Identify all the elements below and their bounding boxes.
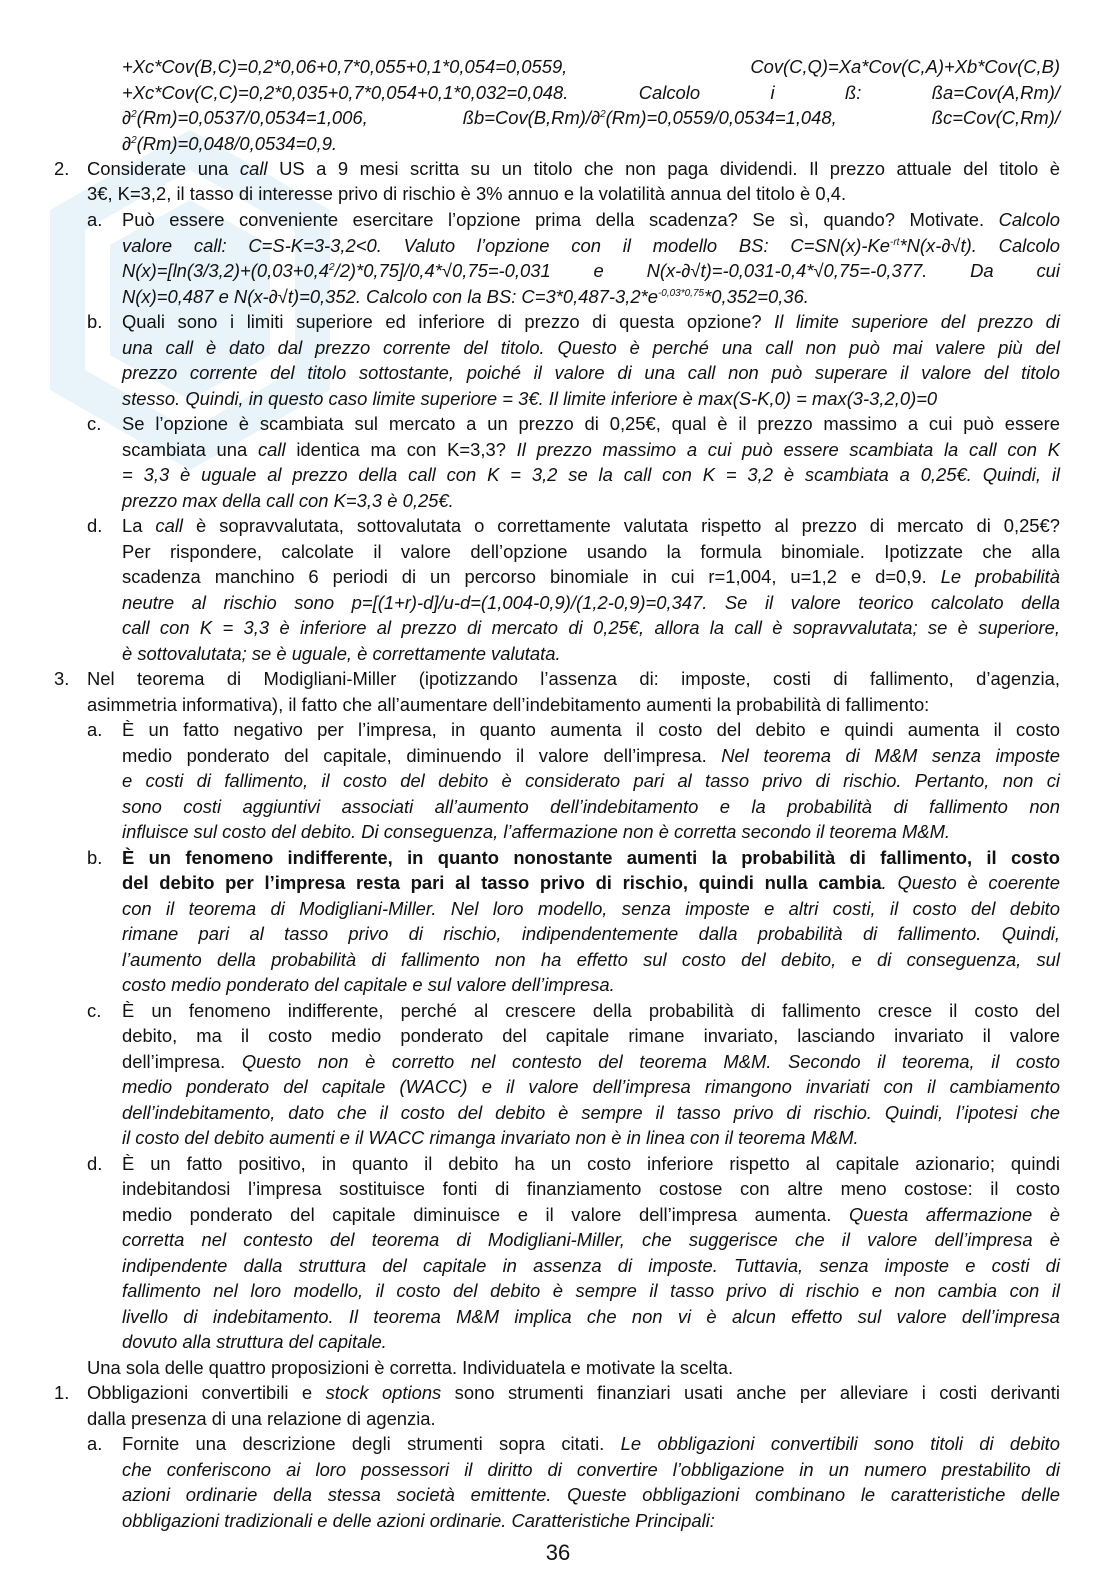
q3a-line-4: sono costi aggiuntivi associati all’aumento dell’indebitamento e la probabilità di fallimento non <box>122 796 1060 817</box>
q4a-line-1: Fornite una descrizione degli strumenti sopra citati. Le obbligazioni convertibili sono titoli di debito <box>122 1433 1060 1454</box>
q3-number: 3. <box>54 668 70 689</box>
q3a-letter: a. <box>87 719 103 740</box>
q3a-line-3: e costi di fallimento, il costo del debito è considerato pari al tasso privo di rischio. Pertanto, non ci <box>122 770 1060 791</box>
q3c-line-4: medio ponderato del capitale (WACC) e il valore dell’impresa rimangono invariati con il cambiamento <box>122 1076 1060 1097</box>
q3d-line-2: indebitandosi l’impresa sostituisce fonti di finanziamento costose con altre meno costose: il costo <box>122 1178 1060 1199</box>
q3b-line-2: del debito per l’impresa resta pari al tasso privo di rischio, quindi nulla cambia. Questo è coerente <box>122 872 1060 893</box>
q3c-letter: c. <box>87 1000 102 1021</box>
q2-line-2: 3€, K=3,2, il tasso di interesse privo di rischio è 3% annuo e la volatilità annua del titolo è 0,4. <box>87 183 847 204</box>
q3d-line-8: dovuto alla struttura del capitale. <box>122 1331 387 1352</box>
q3-instruction: Una sola delle quattro proposizioni è corretta. Individuatela e motivate la scelta. <box>87 1357 734 1378</box>
q3c-line-5: dell’indebitamento, dato che il costo del debito è sempre il tasso privo di rischio. Quindi, l’ipotesi che <box>122 1102 1060 1123</box>
q3d-line-7: livello di indebitamento. Il teorema M&M implica che non vi è alcun effetto sul valore dell’impresa <box>122 1306 1060 1327</box>
q2d-line-1: La call è sopravvalutata, sottovalutata o correttamente valutata rispetto al prezzo di mercato di 0,25€? <box>122 515 1060 536</box>
q2b-line-1: Quali sono i limiti superiore ed inferiore di prezzo di questa opzione? Il limite superiore del prezzo di <box>122 311 1060 332</box>
q2c-letter: c. <box>87 413 102 434</box>
q3a-line-2: medio ponderato del capitale, diminuendo il valore dell’impresa. Nel teorema di M&M senza imposte <box>122 745 1060 766</box>
q2c-line-1: Se l’opzione è scambiata sul mercato a un prezzo di 0,25€, qual è il prezzo massimo a cui può essere <box>122 413 1060 434</box>
q3-line-2: asimmetria informativa), il fatto che all’aumentare dell’indebitamento aumenti la probabilità di fallimento: <box>87 694 930 715</box>
q4-line-2: dalla presenza di una relazione di agenzia. <box>87 1408 436 1429</box>
q3c-line-3: dell’impresa. Questo non è corretto nel contesto del teorema M&M. Secondo il teorema, il costo <box>122 1051 1060 1072</box>
q2d-line-4: neutre al rischio sono p=[(1+r)-d]/u-d=(1,004-0,9)/(1,2-0,9)=0,347. Se il valore teorico calcolato della <box>122 592 1060 613</box>
q1-tail-line-2: +Xc*Cov(C,C)=0,2*0,035+0,7*0,054+0,1*0,032=0,048. Calcolo i ß: ßa=Cov(A,Rm)/ <box>122 82 1060 103</box>
q3c-line-6: il costo del debito aumenti e il WACC rimanga invariato non è in linea con il teorema M&M. <box>122 1127 859 1148</box>
q3c-line-2: debito, ma il costo medio ponderato del capitale rimane invariato, lasciando invariato il valore <box>122 1025 1060 1046</box>
q4-line-1: Obbligazioni convertibili e stock options sono strumenti finanziari usati anche per alleviare i costi derivanti <box>87 1382 1061 1403</box>
q2b-letter: b. <box>87 311 103 332</box>
q3d-line-4: corretta nel contesto del teorema di Modigliani-Miller, che suggerisce che il valore dell’impresa è <box>122 1229 1060 1250</box>
q2b-line-4: stesso. Quindi, in questo caso limite superiore = 3€. Il limite inferiore è max(S-K,0) = max(3-3,2,0)=0 <box>122 388 938 409</box>
q2c-line-2: scambiata una call identica ma con K=3,3? Il prezzo massimo a cui può essere scambiata la call con K <box>122 439 1061 460</box>
q2d-line-5: call con K = 3,3 è inferiore al prezzo di mercato di 0,25€, allora la call è sopravvalutata; se è superiore, <box>122 617 1060 638</box>
q3d-line-3: medio ponderato del capitale diminuisce e il valore dell’impresa aumenta. Questa affermazione è <box>122 1204 1060 1225</box>
q3b-line-1: È un fenomeno indifferente, in quanto nonostante aumenti la probabilità di fallimento, il costo <box>122 847 1060 868</box>
q4-number: 1. <box>54 1382 70 1403</box>
q4a-line-3: azioni ordinarie della stessa società emittente. Queste obbligazioni combinano le caratteristiche delle <box>122 1484 1060 1505</box>
q3a-line-1: È un fatto negativo per l’impresa, in quanto aumenta il costo del debito e quindi aumenta il costo <box>122 719 1060 740</box>
q3a-line-5: influisce sul costo del debito. Di conseguenza, l’affermazione non è corretta secondo il teorema M&M. <box>122 821 951 842</box>
q3d-letter: d. <box>87 1153 103 1174</box>
q2-number: 2. <box>54 158 70 179</box>
q3b-line-4: rimane pari al tasso privo di rischio, indipendentemente dalla probabilità di fallimento. Quindi, <box>122 923 1060 944</box>
q3d-line-6: fallimento nel loro modello, il costo del debito è sempre il tasso privo di rischio e non cambia con il <box>122 1280 1060 1301</box>
q1-tail-line-1: +Xc*Cov(B,C)=0,2*0,06+0,7*0,055+0,1*0,054=0,0559, Cov(C,Q)=Xa*Cov(C,A)+Xb*Cov(C,B) <box>122 56 1060 77</box>
q3b-line-6: costo medio ponderato del capitale e sul valore dell’impresa. <box>122 974 615 995</box>
q2d-line-6: è sottovalutata; se è uguale, è correttamente valutata. <box>122 643 561 664</box>
q2c-line-4: prezzo max della call con K=3,3 è 0,25€. <box>122 490 454 511</box>
q4a-line-4: obbligazioni tradizionali e delle azioni ordinarie. Caratteristiche Principali: <box>122 1510 715 1531</box>
q2d-line-2: Per rispondere, calcolate il valore dell’opzione usando la formula binomiale. Ipotizzate che alla <box>122 541 1060 562</box>
q3-line-1: Nel teorema di Modigliani-Miller (ipotizzando l’assenza di: imposte, costi di fallimento, d’agenzia, <box>87 668 1060 689</box>
q3b-line-3: con il teorema di Modigliani-Miller. Nel loro modello, senza imposte e altri costi, il costo del debito <box>122 898 1060 919</box>
q4a-line-2: che conferiscono ai loro possessori il diritto di convertire l’obbligazione in un numero prestabilito di <box>122 1459 1060 1480</box>
q3d-line-5: indipendente dalla struttura del capitale in assenza di imposte. Tuttavia, senza imposte e costi di <box>122 1255 1060 1276</box>
q2a-line-4: N(x)=0,487 e N(x-∂√t)=0,352. Calcolo con la BS: $C=3*0,487-3,2*e^{-0,03*0,75}*0,352=0,36$. <box>122 286 809 307</box>
q4a-letter: a. <box>87 1433 103 1454</box>
q3b-line-5: l’aumento della probabilità di fallimento non ha effetto sul costo del debito, e di conseguenza, sul <box>122 949 1060 970</box>
q2d-letter: d. <box>87 515 103 536</box>
q2a-line-1: Può essere conveniente esercitare l’opzione prima della scadenza? Se sì, quando? Motivate. Calcolo <box>122 209 1060 230</box>
q1-tail-line-4: ∂$^2$(Rm)=0,048/0,0534=0,9. <box>122 133 338 154</box>
q2b-line-2: una call è dato dal prezzo corrente del titolo. Questo è perché una call non può mai valere più del <box>122 337 1060 358</box>
q2a-letter: a. <box>87 209 103 230</box>
q2d-line-3: scadenza manchino 6 periodi di un percorso binomiale in cui r=1,004, u=1,2 e d=0,9. Le probabilità <box>122 566 1060 587</box>
q3b-letter: b. <box>87 847 103 868</box>
q2-line-1: Considerate una call US a 9 mesi scritta su un titolo che non paga dividendi. Il prezzo attuale del titolo è <box>87 158 1060 179</box>
q1-tail-line-3: ∂$^2$(Rm)=0,0537/0,0534=1,006, ßb=Cov(B,Rm)/∂$^2$(Rm)=0,0559/0,0534=1,048, ßc=Cov(C,Rm)/ <box>122 107 1060 128</box>
q2c-line-3: = 3,3 è uguale al prezzo della call con K = 3,2 se la call con K = 3,2 è scambiata a 0,25€. Quindi, il <box>122 464 1060 485</box>
q3d-line-1: È un fatto positivo, in quanto il debito ha un costo inferiore rispetto al capitale azionario; quindi <box>122 1153 1060 1174</box>
q2b-line-3: prezzo corrente del titolo sottostante, poiché il valore di una call non può superare il valore del titolo <box>122 362 1060 383</box>
page-number: 36 <box>545 1540 571 1565</box>
q2a-line-3: $N(x)=[\ln(3/3,2)+(0,03+0,4^2/2)*0,75]/0,4*√0,75=-0,031$ e N(x-∂√t)=-0,031-0,4*√0,75=-0,377. Da cui <box>122 260 1060 281</box>
q2a-line-2: valore call: C=S-K=3-3,2<0. Valuto l’opzione con il modello BS: $C=SN(x)-Ke^{-rt}*N(x-\partial√t)$. Calcolo <box>122 235 1060 256</box>
q3c-line-1: È un fenomeno indifferente, perché al crescere della probabilità di fallimento cresce il costo del <box>122 1000 1060 1021</box>
